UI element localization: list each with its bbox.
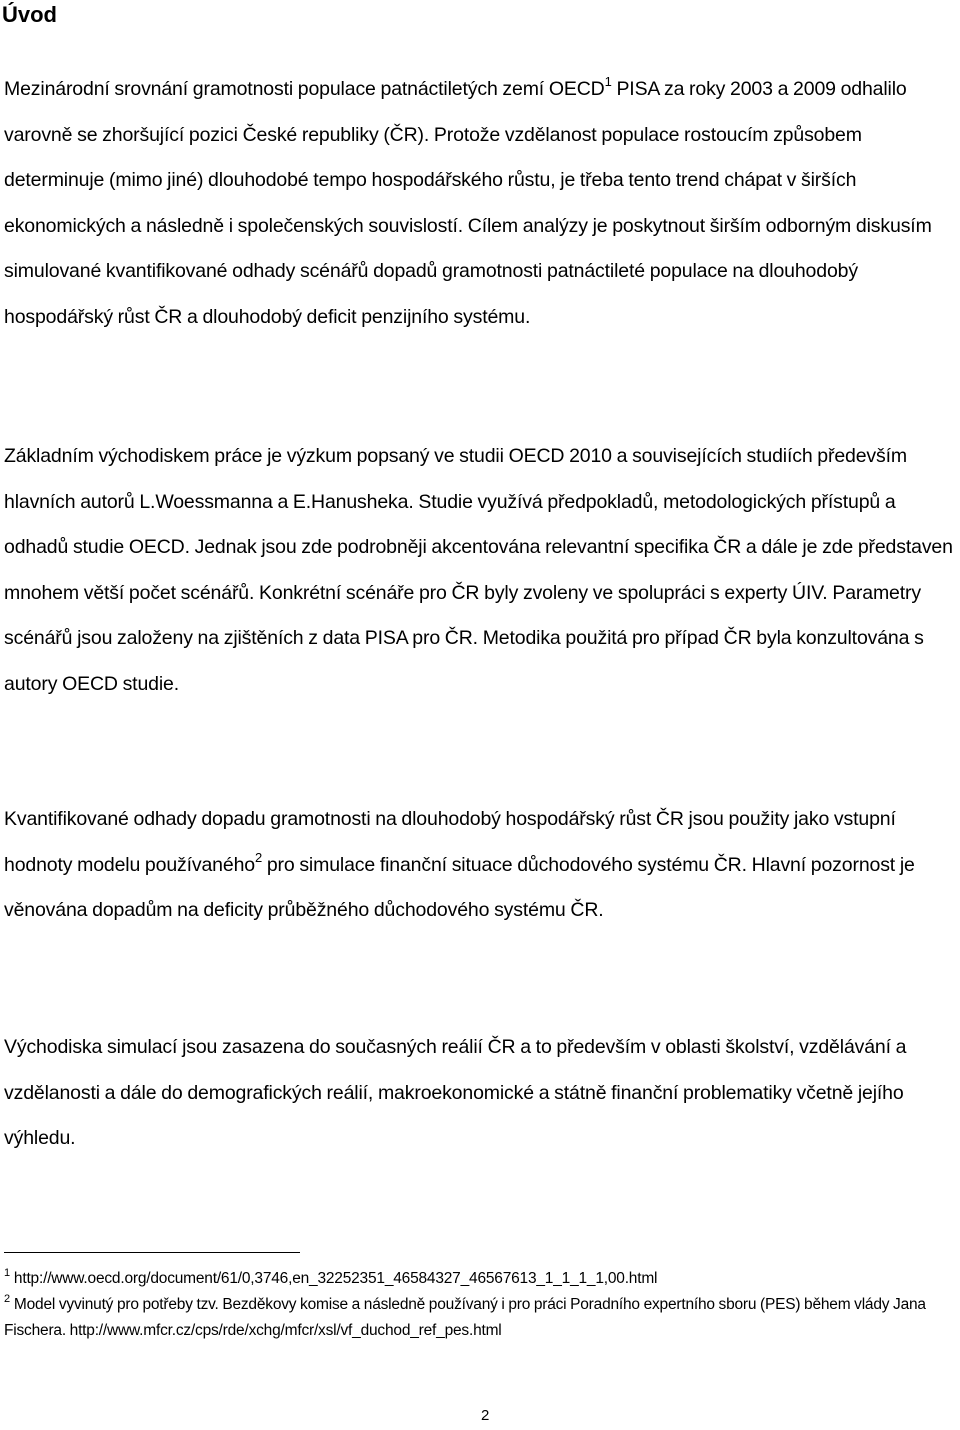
paragraph-simulation-context: Východiska simulací jsou zasazena do současných reálií ČR a to především v oblasti školství, vzdělávání a vzdělanosti a dále do demografických reálií, makroekonomické a státně finanční problematiky včetně jejího výhledu. (4, 1036, 907, 1150)
footnote-reference-1[interactable]: 1 (604, 74, 612, 89)
footnote-1 (4, 1266, 960, 1292)
paragraph-pension-model-text-a: Kvantifikované odhady dopadu gramotnosti na dlouhodobý hospodářský růst ČR jsou použity jako vstupní hodnoty modelu používaného (4, 808, 896, 876)
paragraph-pension-model-text-b: pro simulace finanční situace důchodového systému ČR. Hlavní pozornost je věnována dopadům na deficity průběžného důchodového systému ČR. (4, 853, 915, 922)
footnote-reference-2[interactable]: 2 (254, 849, 263, 865)
footnote-mark-2: 2 (4, 1293, 10, 1305)
footnote-1-text[interactable]: http://www.oecd.org/document/61/0,3746,en_32252351_46584327_46567613_1_1_1_1,00.html (13, 1270, 658, 1287)
paragraph-methodology: Základním východiskem práce je výzkum popsaný ve studii OECD 2010 a souvisejících studiích především hlavních autorů L.Woessmanna a E.Hanusheka. Studie využívá předpokladů, metodologických přístupů a odhadů studie OECD. Jednak jsou zde podrobněji akcentována relevantní specifika ČR a dále je zde představen mnohem větší počet scénářů. Konkrétní scénáře pro ČR byly zvoleny ve spolupráci s experty ÚIV. Parametry scénářů jsou založeny na zjištěních z data PISA pro ČR. Metodika použitá pro případ ČR byla konzultována s autory OECD studie. (4, 445, 953, 695)
page-number: 2 (481, 1407, 490, 1424)
footnote-2 (4, 1292, 960, 1344)
footnote-2-text: Model vyvinutý pro potřeby tzv. Bezděkovy komise a následně používaný i pro práci Poradního expertního sboru (PES) během vlády Jana Fischera. http://www.mfcr.cz/cps/rde/xchg/mfcr/xsl/vf_duchod_ref_pes.html (4, 1296, 926, 1339)
footnote-mark-1: 1 (4, 1267, 10, 1279)
paragraph-intro (4, 67, 956, 341)
paragraph-intro-text-b: PISA za roky 2003 a 2009 odhalilo varovně se zhoršující pozici České republiky (ČR). Protože vzdělanost populace rostoucím způsobem determinuje (mimo jiné) dlouhodobé tempo hospodářského růstu, je třeba tento trend chápat v širších ekonomických a následně i společenských souvislostí. Cílem analýzy je poskytnout širším odborným diskusím simulované kvantifikované odhady scénářů dopadů gramotnosti patnáctileté populace na dlouhodobý hospodářský růst ČR a dlouhodobý deficit penzijního systému. (4, 78, 932, 328)
paragraph-intro-text-a: Mezinárodní srovnání gramotnosti populace patnáctiletých zemí OECD (4, 78, 605, 100)
section-heading: Úvod (2, 2, 57, 27)
footnote-separator (4, 1252, 300, 1253)
paragraph-pension-model (4, 797, 956, 934)
